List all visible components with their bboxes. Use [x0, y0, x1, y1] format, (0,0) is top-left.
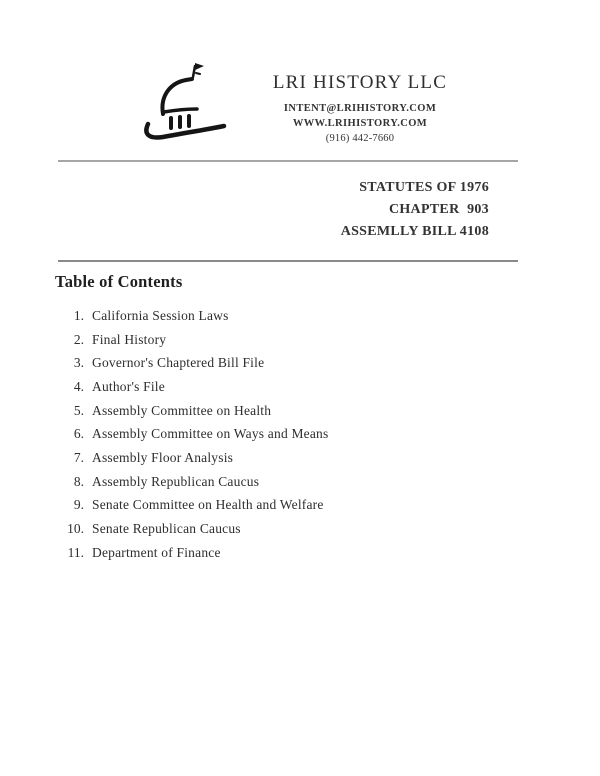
toc-item-label: Final History: [92, 331, 167, 347]
toc-item-number: 6.: [73, 426, 84, 442]
toc-item: [56, 422, 560, 446]
toc-item-number: 5.: [73, 402, 84, 418]
toc-item: [56, 470, 560, 494]
toc-item-label: Assembly Committee on Health: [92, 402, 272, 418]
divider-top: [58, 160, 518, 162]
company-website: WWW.LRIHISTORY.COM: [292, 118, 428, 129]
toc-item-number: 2.: [73, 331, 84, 347]
toc-item-label: Assembly Committee on Ways and Means: [92, 426, 329, 442]
toc-item: [56, 304, 560, 328]
toc-item: [56, 494, 560, 518]
statute-reference: [341, 177, 489, 243]
toc-item: [56, 375, 560, 399]
company-email: INTENT@LRIHISTORY.COM: [283, 103, 437, 114]
bill-line: ASSEMLLY BILL 4108: [340, 224, 489, 239]
toc-item-label: Author's File: [92, 378, 165, 394]
toc-item-label: Assembly Republican Caucus: [92, 473, 260, 489]
toc-item-label: Senate Committee on Health and Welfare: [92, 497, 324, 513]
toc-item: [56, 399, 560, 423]
toc-item: [56, 541, 560, 565]
company-phone: (916) 442-7660: [325, 133, 395, 144]
toc-item-label: Governor's Chaptered Bill File: [92, 355, 265, 371]
toc-item-number: 1.: [73, 307, 84, 323]
company-name: LRI HISTORY LLC: [272, 72, 448, 93]
toc-item: [56, 517, 560, 541]
divider-bottom: [58, 260, 518, 262]
toc-item: [56, 351, 560, 375]
company-header: [120, 72, 600, 146]
toc-item-number: 10.: [67, 521, 84, 537]
toc-item-number: 3.: [73, 355, 84, 371]
toc-item-label: Senate Republican Caucus: [92, 521, 241, 537]
toc-item-number: 9.: [73, 497, 84, 513]
statute-line: STATUTES OF 1976: [359, 180, 489, 195]
toc-item-number: 8.: [73, 473, 84, 489]
toc-item-label: California Session Laws: [92, 307, 229, 323]
toc-item: [56, 446, 560, 470]
toc-item-label: Assembly Floor Analysis: [92, 449, 234, 465]
toc-title: Table of Contents: [55, 272, 183, 291]
chapter-line: CHAPTER 903: [388, 202, 489, 217]
toc-item-number: 4.: [73, 378, 84, 394]
toc-list: [56, 304, 560, 565]
toc-item-number: 7.: [73, 449, 84, 465]
toc-item-label: Department of Finance: [92, 544, 221, 560]
toc-item: [56, 328, 560, 352]
toc-item-number: 11.: [67, 544, 84, 560]
